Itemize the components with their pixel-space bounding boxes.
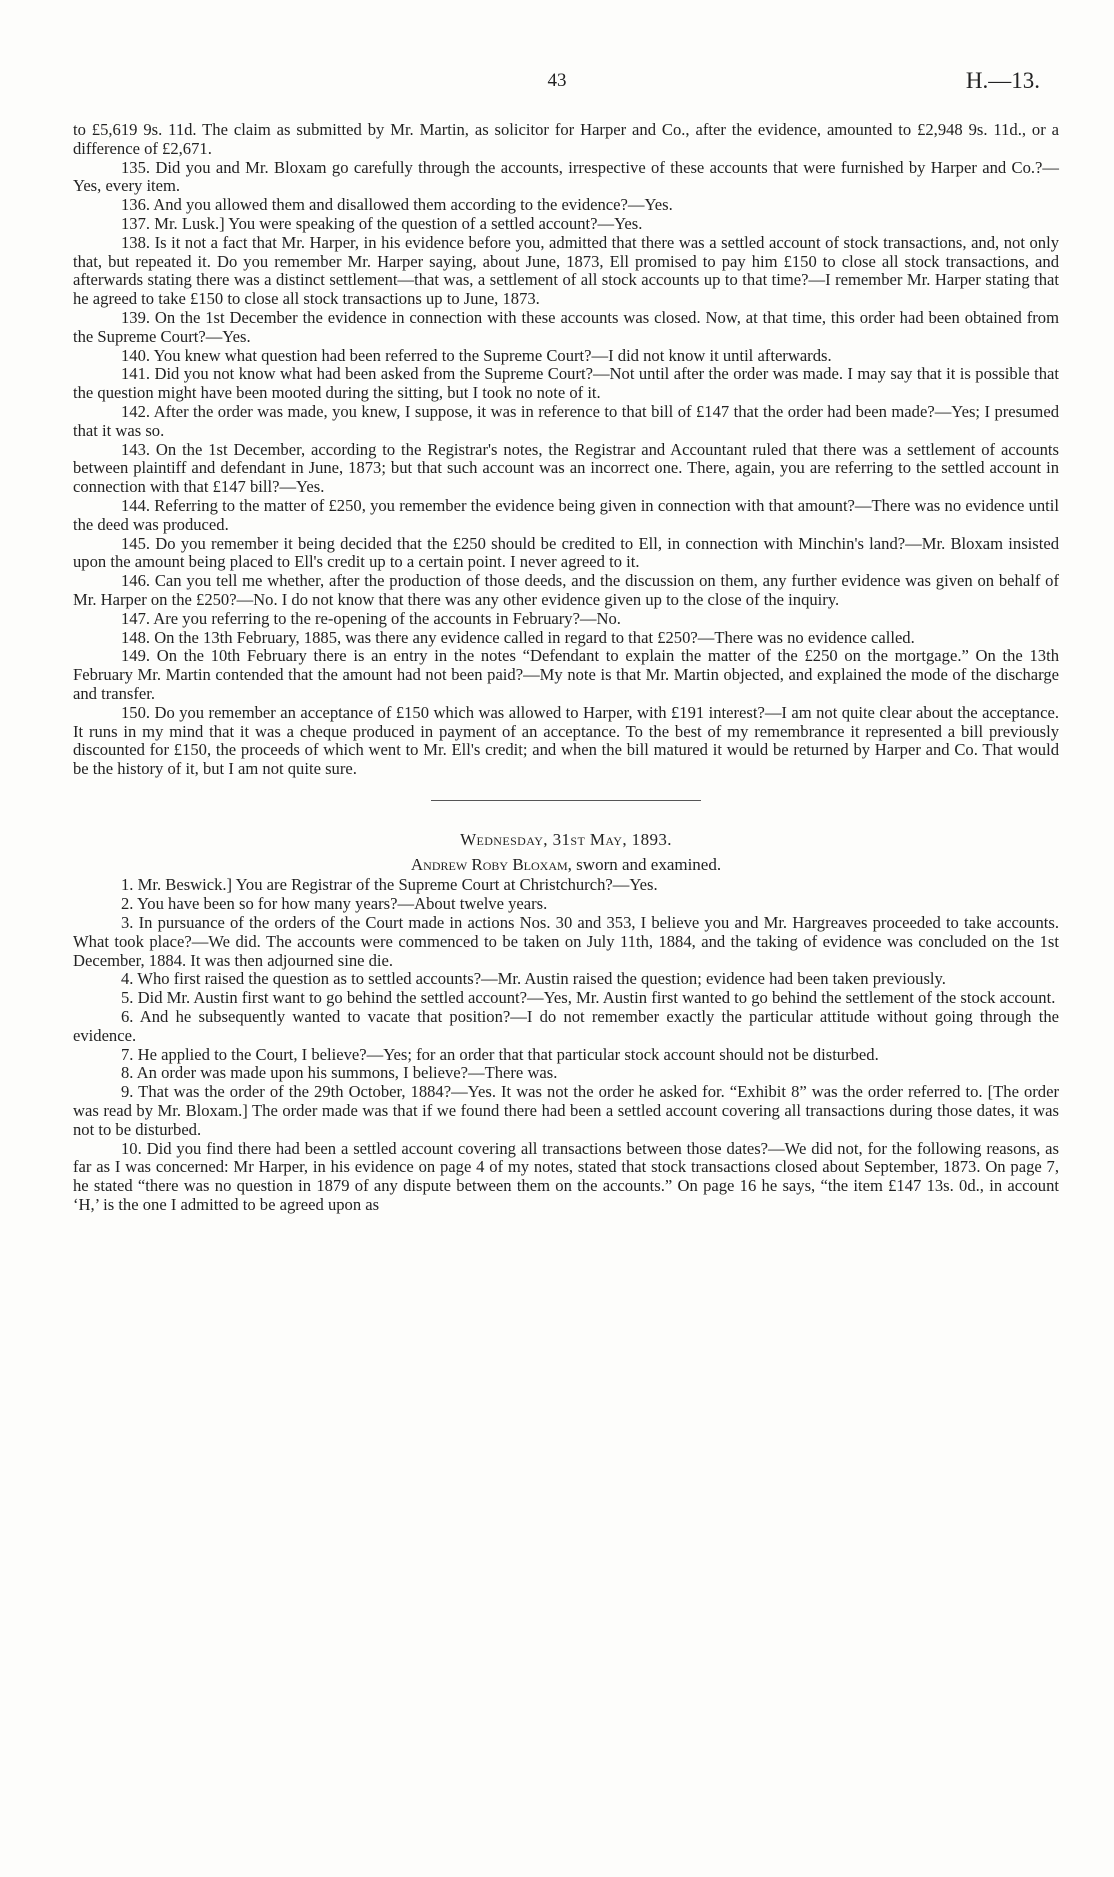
paragraph: 145. Do you remember it being decided that the £250 should be credited to Ell, in connection with Minchin's land?—Mr. Bloxam insisted upon the amount being placed to Ell's credit up to a certain point. I never agreed to it. bbox=[73, 533, 1059, 572]
paragraph: 5. Did Mr. Austin first want to go behind the settled account?—Yes, Mr. Austin first wanted to go behind the settlement of the stock account. bbox=[121, 988, 1056, 1008]
paragraph: 4. Who first raised the question as to settled accounts?—Mr. Austin raised the question; evidence had been taken previously. bbox=[121, 969, 946, 989]
witness-name: Andrew Roby Bloxam bbox=[410, 854, 568, 874]
paragraph: 9. That was the order of the 29th October, 1884?—Yes. It was not the order he asked for. “Exhibit 8” was the order referred to. [The order was read by Mr. Bloxam.] The order made was that if we found there had been a settled account covering all transactions during those dates, it was not to be disturbed. bbox=[73, 1082, 1059, 1139]
paragraph: 149. On the 10th February there is an entry in the notes “Defendant to explain the matter of the £250 on the mortgage.” On the 13th February Mr. Martin contended that the amount had not been paid?—My note is that Mr. Martin objected, and explained the mode of the discharge and transfer. bbox=[73, 646, 1059, 703]
paragraph: 146. Can you tell me whether, after the production of those deeds, and the discussion on them, any further evidence was given on behalf of Mr. Harper on the £250?—No. I do not know that there was any other evidence given up to the close of the inquiry. bbox=[73, 571, 1059, 609]
paragraph: 140. You knew what question had been referred to the Supreme Court?—I did not know it until afterwards. bbox=[121, 345, 832, 365]
page-number: 43 bbox=[547, 70, 567, 91]
paragraph: 141. Did you not know what had been asked from the Supreme Court?—Not until after the order was made. I may say that it is possible that the question might have been mooted during the sitting, but I took no note of it. bbox=[73, 364, 1059, 403]
paragraph: 7. He applied to the Court, I believe?—Yes; for an order that that particular stock account should not be disturbed. bbox=[121, 1044, 879, 1064]
new-sitting bbox=[73, 831, 1059, 1215]
paragraph: 142. After the order was made, you knew, I suppose, it was in reference to that bill of £147 that the order had been made?—Yes; I presumed that it was so. bbox=[73, 401, 1059, 440]
paragraph: 147. Are you referring to the re-opening of the accounts in February?—No. bbox=[121, 608, 621, 628]
paragraph: 3. In pursuance of the orders of the Court made in actions Nos. 30 and 353, I believe you and Mr. Hargreaves proceeded to take accounts. What took place?—We did. The accounts were commenced to be taken on July 11th, 1884, and the taking of evidence was concluded on the 1st December, 1884. It was then adjourned sine die. bbox=[73, 913, 1059, 970]
paragraph: 139. On the 1st December the evidence in connection with these accounts was closed. Now, at that time, this order had been obtained from the Supreme Court?—Yes. bbox=[73, 307, 1059, 346]
paragraph: 143. On the 1st December, according to the Registrar's notes, the Registrar and Accountant ruled that there was a settlement of accounts between plaintiff and defendant in June, 1873; but that such account was an incorrect one. There, again, you are referring to the settled account in connection with that £147 bill?—Yes. bbox=[73, 439, 1059, 497]
paragraph: 135. Did you and Mr. Bloxam go carefully through the accounts, irrespective of these accounts that were furnished by Harper and Co.?—Yes, every item. bbox=[73, 157, 1059, 196]
section-divider bbox=[431, 800, 701, 801]
sitting-date-heading: Wednesday, 31st May, 1893. bbox=[460, 829, 672, 849]
page-body bbox=[73, 121, 1059, 1215]
paragraph: 1. Mr. Beswick.] You are Registrar of the Supreme Court at Christchurch?—Yes. bbox=[121, 875, 658, 895]
paragraph: to £5,619 9s. 11d. The claim as submitted by Mr. Martin, as solicitor for Harper and Co., after the evidence, amounted to £2,948 9s. 11d., or a difference of £2,671. bbox=[73, 120, 1059, 158]
paragraph: 148. On the 13th February, 1885, was there any evidence called in regard to that £250?—There was no evidence called. bbox=[121, 627, 915, 647]
paragraph: 144. Referring to the matter of £250, you remember the evidence being given in connection with that amount?—There was no evidence until the deed was produced. bbox=[73, 495, 1059, 534]
paragraph: 138. Is it not a fact that Mr. Harper, in his evidence before you, admitted that there was a settled account of stock transactions, and, not only that, but repeated it. Do you remember Mr. Harper saying, about June, 1873, Ell promised to pay him £150 to close all stock transactions, and afterwards stating there was a distinct settlement—that was, a settlement of all stock accounts up to that time?—I remember Mr. Harper stating that he agreed to take £150 to close all stock transactions up to June, 1873. bbox=[73, 232, 1059, 309]
paragraph: 136. And you allowed them and disallowed them according to the evidence?—Yes. bbox=[121, 195, 673, 215]
paragraph: 2. You have been so for how many years?—About twelve years. bbox=[121, 894, 548, 914]
witness-sworn-text: , sworn and examined. bbox=[567, 854, 722, 874]
paragraph: 8. An order was made upon his summons, I believe?—There was. bbox=[121, 1063, 558, 1083]
paragraph: 150. Do you remember an acceptance of £150 which was allowed to Harper, with £191 interest?—I am not quite clear about the acceptance. It runs in my mind that it was a cheque produced in payment of an acceptance. To the best of my remembrance it represented a bill previously discounted for £150, the proceeds of which went to Mr. Ell's credit; and when the bill matured it would be returned by Harper and Co. That would be the history of it, but I am not quite sure. bbox=[73, 702, 1059, 779]
paragraph: 137. Mr. Lusk.] You were speaking of the question of a settled account?—Yes. bbox=[121, 213, 643, 233]
testimony-continued bbox=[73, 121, 1059, 779]
paragraph: 10. Did you find there had been a settled account covering all transactions between those dates?—We did not, for the following reasons, as far as I was concerned: Mr Harper, in his evidence on page 4 of my notes, stated that stock transactions closed about September, 1873. On page 7, he stated “there was no question in 1879 of any dispute between them on the accounts.” On page 16 he says, “the item £147 13s. 0d., in account ‘H,’ is the one I admitted to be agreed upon as bbox=[73, 1138, 1059, 1215]
page-header bbox=[0, 68, 1114, 98]
witness-heading bbox=[73, 856, 1059, 875]
document-reference: H.—13. bbox=[965, 68, 1040, 93]
paragraph: 6. And he subsequently wanted to vacate that position?—I do not remember exactly the particular attitude without going through the evidence. bbox=[73, 1007, 1059, 1045]
